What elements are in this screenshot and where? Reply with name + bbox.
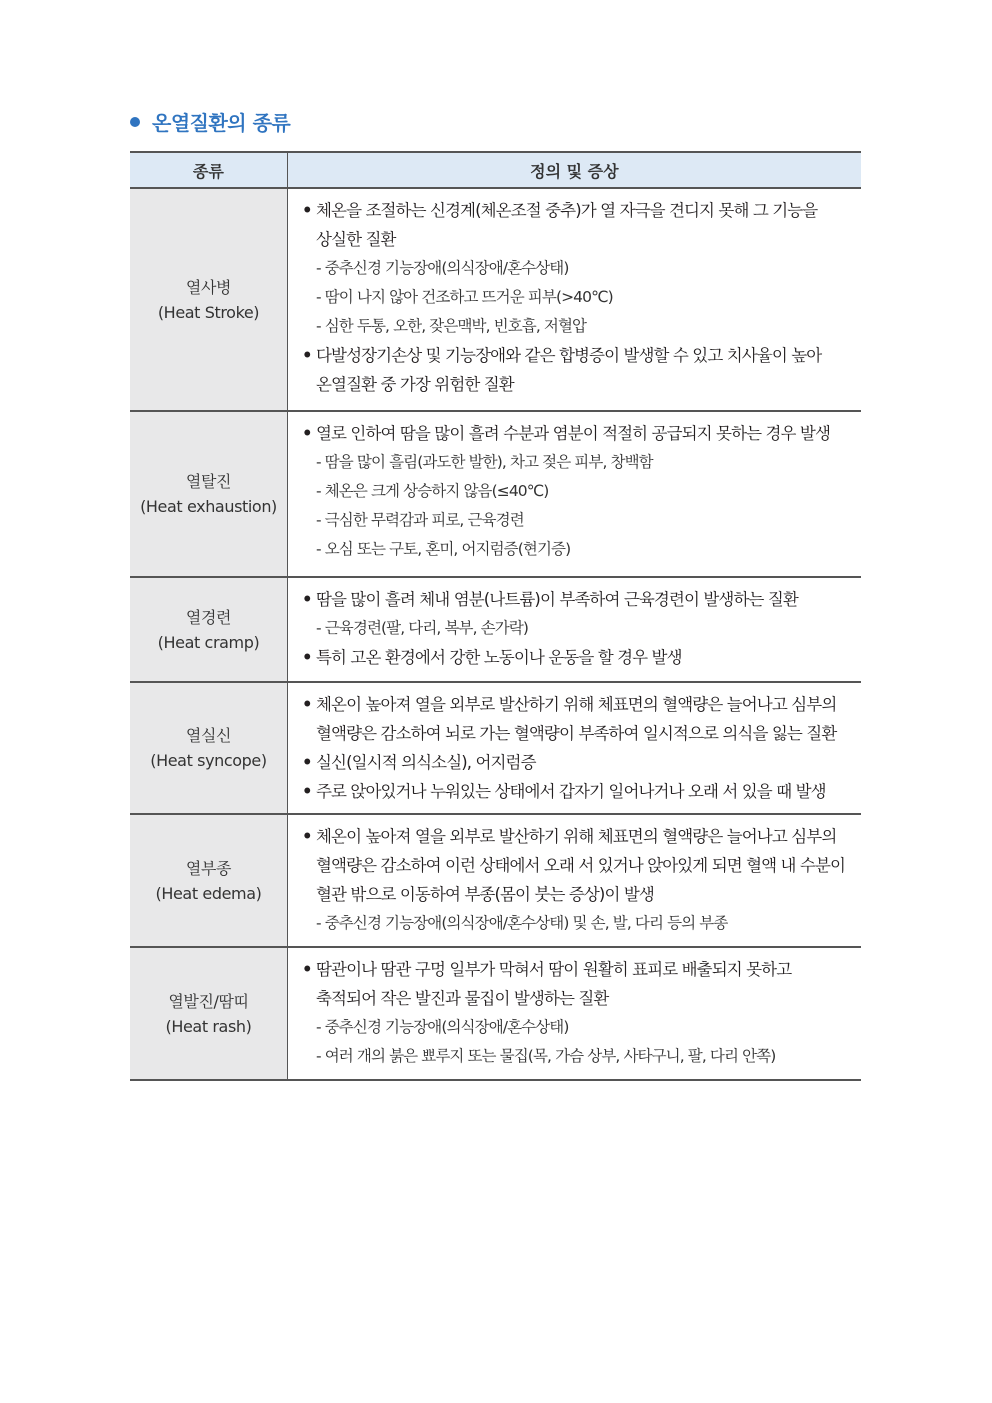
header-definition: 정의 및 증상: [287, 153, 861, 187]
bullet-icon: •: [302, 753, 312, 772]
definition-cell: [287, 412, 861, 576]
bullet-icon: •: [302, 346, 312, 365]
bullet-icon: •: [302, 782, 312, 801]
illness-type-cell: [130, 578, 287, 681]
bullet-item: [302, 955, 851, 1013]
illness-name-ko: 열발진/땀띠: [168, 991, 249, 1011]
bullet-icon: •: [302, 960, 312, 979]
illness-name-en: (Heat syncope): [150, 751, 267, 770]
bullet-text: 체온이 높아져 열을 외부로 발산하기 위해 체표면의 혈액량은 늘어나고 심부의 혈액량은 감소하여 뇌로 가는 혈액량이 부족하여 일시적으로 의식을 잃는 질환: [316, 695, 837, 743]
illness-type-cell: [130, 683, 287, 813]
bullet-text: 열로 인하여 땀을 많이 흘려 수분과 염분이 적절히 공급되지 못하는 경우 발생: [316, 424, 831, 443]
bullet-item: [302, 341, 851, 399]
table-row: [130, 815, 861, 948]
bullet-item: [302, 690, 851, 748]
section-title: 온열질환의 종류: [152, 110, 291, 135]
bullet-text: 땀을 많이 흘려 체내 염분(나트륨)이 부족하여 근육경련이 발생하는 질환: [316, 590, 798, 609]
bullet-item: [302, 643, 851, 672]
illness-name-en: (Heat Stroke): [157, 302, 260, 322]
bullet-text: 특히 고온 환경에서 강한 노동이나 운동을 할 경우 발생: [316, 648, 682, 667]
bullet-item: [302, 777, 851, 806]
table-row: [130, 412, 861, 578]
illness-name-ko: 열실신: [185, 726, 232, 745]
illness-name-en: (Heat edema): [155, 883, 262, 903]
table-row: [130, 578, 861, 683]
bullet-item: [302, 822, 851, 909]
illness-name-ko: 열부종: [185, 858, 232, 878]
sub-item: - 땀이 나지 않아 건조하고 뜨거운 피부(>40℃): [316, 288, 613, 306]
bullet-icon: •: [302, 201, 312, 220]
bullet-text: 주로 앉아있거나 누워있는 상태에서 갑자기 일어나거나 오래 서 있을 때 발생: [316, 782, 826, 801]
illness-name-en: (Heat rash): [165, 1016, 252, 1036]
definition-cell: [287, 578, 861, 681]
illness-name-ko: 열경련: [185, 607, 232, 627]
sub-item: - 여러 개의 붉은 뾰루지 또는 물집(목, 가슴 상부, 사타구니, 팔, 다리 안쪽): [316, 1047, 776, 1065]
sub-item: - 근육경련(팔, 다리, 복부, 손가락): [316, 619, 529, 637]
illness-name-en: (Heat cramp): [157, 632, 260, 652]
bullet-item: [302, 419, 851, 448]
bullet-icon: •: [302, 695, 312, 714]
bullet-icon: •: [302, 590, 312, 609]
bullet-item: [302, 585, 851, 614]
illness-type-cell: [130, 189, 287, 410]
sub-item: - 극심한 무력감과 피로, 근육경련: [316, 511, 524, 529]
header-type: 종류: [192, 161, 224, 181]
bullet-text: 땀관이나 땀관 구멍 일부가 막혀서 땀이 원활히 표피로 배출되지 못하고 축적되어 작은 발진과 물집이 발생하는 질환: [316, 960, 792, 1008]
table-row: [130, 948, 861, 1081]
table-row: [130, 683, 861, 815]
table-body: [130, 189, 861, 1081]
definition-cell: [287, 948, 861, 1079]
bullet-text: 체온을 조절하는 신경계(체온조절 중추)가 열 자극을 견디지 못해 그 기능을 상실한 질환: [316, 201, 818, 249]
definition-cell: [287, 189, 861, 410]
sub-item: - 중추신경 기능장애(의식장애/혼수상태) 및 손, 발, 다리 등의 부종: [316, 914, 728, 932]
definition-cell: [287, 683, 861, 813]
sub-item: - 중추신경 기능장애(의식장애/혼수상태): [316, 1018, 569, 1036]
bullet-text: 체온이 높아져 열을 외부로 발산하기 위해 체표면의 혈액량은 늘어나고 심부의 혈액량은 감소하여 이런 상태에서 오래 서 있거나 앉아있게 되면 혈액 내 수분이 혈관 밖으로 이동하여 부종(몸이 붓는 증상)이 발생: [316, 827, 846, 904]
bullet-dot-icon: [130, 117, 140, 127]
illness-name-ko: 열사병: [185, 277, 232, 297]
table-header: [130, 153, 861, 189]
bullet-icon: •: [302, 648, 312, 667]
sub-item: - 심한 두통, 오한, 잦은맥박, 빈호흡, 저혈압: [316, 317, 587, 335]
bullet-text: 실신(일시적 의식소실), 어지럼증: [316, 753, 536, 772]
table-row: [130, 189, 861, 412]
bullet-item: [302, 748, 851, 777]
bullet-item: [302, 196, 851, 254]
sub-item: - 오심 또는 구토, 혼미, 어지럼증(현기증): [316, 540, 571, 558]
sub-item: - 체온은 크게 상승하지 않음(≤40℃): [316, 482, 549, 500]
illness-type-cell: [130, 948, 287, 1079]
illness-name-ko: 열탈진: [185, 472, 232, 491]
illness-type-cell: [130, 412, 287, 576]
heat-illness-table: [130, 151, 861, 1081]
bullet-text: 다발성장기손상 및 기능장애와 같은 합병증이 발생할 수 있고 치사율이 높아 온열질환 중 가장 위험한 질환: [316, 346, 822, 394]
illness-name-en: (Heat exhaustion): [140, 497, 277, 516]
bullet-icon: •: [302, 827, 312, 846]
sub-item: - 중추신경 기능장애(의식장애/혼수상태): [316, 259, 569, 277]
sub-item: - 땀을 많이 흘림(과도한 발한), 차고 젖은 피부, 창백함: [316, 453, 653, 471]
illness-type-cell: [130, 815, 287, 946]
bullet-icon: •: [302, 424, 312, 443]
section-heading: [130, 104, 290, 138]
definition-cell: [287, 815, 861, 946]
